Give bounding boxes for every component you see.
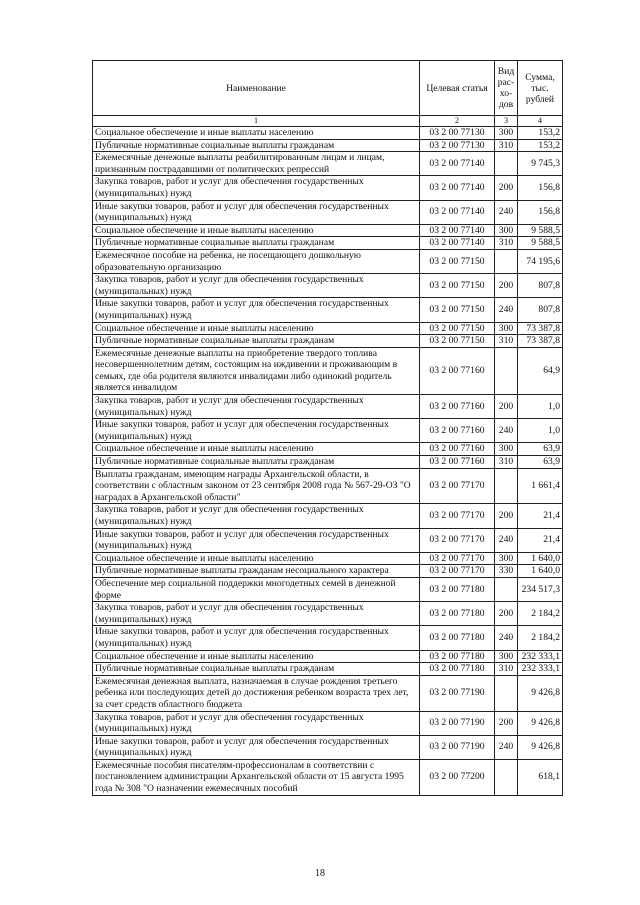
row-sum-cell: 21,4	[518, 504, 563, 528]
row-target-article-cell: 03 2 00 77180	[420, 602, 495, 626]
column-number: 1	[93, 116, 420, 127]
row-target-article-cell: 03 2 00 77170	[420, 565, 495, 578]
table-row	[93, 528, 563, 552]
row-expense-type-cell	[495, 675, 518, 711]
column-number: 2	[420, 116, 495, 127]
table-row	[93, 468, 563, 504]
row-target-article-cell: 03 2 00 77150	[420, 274, 495, 298]
row-name-cell: Иные закупки товаров, работ и услуг для обеспечения государственных (муниципальных) нужд	[93, 528, 420, 552]
table-row	[93, 249, 563, 273]
row-name-cell: Иные закупки товаров, работ и услуг для обеспечения государственных (муниципальных) нужд	[93, 626, 420, 650]
row-name-cell: Публичные нормативные социальные выплаты гражданам	[93, 663, 420, 676]
row-name-cell: Закупка товаров, работ и услуг для обеспечения государственных (муниципальных) нужд	[93, 395, 420, 419]
header-vid-line: рас-	[497, 77, 515, 88]
row-name-cell: Публичные нормативные социальные выплаты гражданам	[93, 237, 420, 250]
row-target-article-cell: 03 2 00 77160	[420, 347, 495, 394]
row-expense-type-cell	[495, 249, 518, 273]
table-row	[93, 139, 563, 152]
table-row	[93, 504, 563, 528]
table-row	[93, 552, 563, 565]
row-target-article-cell: 03 2 00 77150	[420, 322, 495, 335]
row-name-cell: Иные закупки товаров, работ и услуг для обеспечения государственных (муниципальных) нужд	[93, 419, 420, 443]
column-number: 4	[518, 116, 563, 127]
row-sum-cell: 9 588,5	[518, 224, 563, 237]
row-expense-type-cell: 310	[495, 456, 518, 469]
row-name-cell: Социальное обеспечение и иные выплаты населению	[93, 552, 420, 565]
row-sum-cell: 73 387,8	[518, 335, 563, 348]
table-row	[93, 335, 563, 348]
row-expense-type-cell: 200	[495, 602, 518, 626]
row-target-article-cell: 03 2 00 77180	[420, 577, 495, 601]
row-target-article-cell: 03 2 00 77140	[420, 176, 495, 200]
table-row	[93, 759, 563, 795]
row-expense-type-cell: 200	[495, 274, 518, 298]
table-row	[93, 298, 563, 322]
table-row	[93, 395, 563, 419]
row-sum-cell: 156,8	[518, 200, 563, 224]
row-name-cell: Публичные нормативные выплаты гражданам несоциального характера	[93, 565, 420, 578]
table-row	[93, 663, 563, 676]
row-expense-type-cell: 300	[495, 127, 518, 140]
row-expense-type-cell: 200	[495, 504, 518, 528]
row-sum-cell: 9 426,8	[518, 675, 563, 711]
row-name-cell: Закупка товаров, работ и услуг для обеспечения государственных (муниципальных) нужд	[93, 274, 420, 298]
row-target-article-cell: 03 2 00 77170	[420, 528, 495, 552]
row-target-article-cell: 03 2 00 77150	[420, 249, 495, 273]
row-name-cell: Ежемесячная денежная выплата, назначаемая в случае рождения третьего ребенка или последующих детей до достижения ребенком возраста трех лет, за счет средств областного бюджета	[93, 675, 420, 711]
row-expense-type-cell: 240	[495, 626, 518, 650]
table-row	[93, 200, 563, 224]
row-name-cell: Социальное обеспечение и иные выплаты населению	[93, 127, 420, 140]
row-sum-cell: 807,8	[518, 274, 563, 298]
row-name-cell: Публичные нормативные социальные выплаты гражданам	[93, 335, 420, 348]
header-vid-line: Вид	[497, 66, 515, 77]
row-target-article-cell: 03 2 00 77140	[420, 224, 495, 237]
row-expense-type-cell: 310	[495, 139, 518, 152]
header-expense-type	[495, 61, 518, 116]
row-expense-type-cell: 300	[495, 650, 518, 663]
row-expense-type-cell	[495, 577, 518, 601]
row-target-article-cell: 03 2 00 77180	[420, 650, 495, 663]
header-vid-line: хо-	[499, 88, 513, 99]
row-target-article-cell: 03 2 00 77180	[420, 663, 495, 676]
row-name-cell: Ежемесячные денежные выплаты реабилитированным лицам и лицам, признанным пострадавшими от политических репрессий	[93, 152, 420, 176]
table-row	[93, 419, 563, 443]
header-name: Наименование	[93, 61, 420, 116]
table-row	[93, 152, 563, 176]
row-sum-cell: 234 517,3	[518, 577, 563, 601]
table-row	[93, 443, 563, 456]
row-expense-type-cell	[495, 152, 518, 176]
row-name-cell: Иные закупки товаров, работ и услуг для обеспечения государственных (муниципальных) нужд	[93, 735, 420, 759]
row-expense-type-cell	[495, 347, 518, 394]
row-sum-cell: 9 426,8	[518, 735, 563, 759]
row-name-cell: Иные закупки товаров, работ и услуг для обеспечения государственных (муниципальных) нужд	[93, 298, 420, 322]
table-row	[93, 565, 563, 578]
row-expense-type-cell: 240	[495, 200, 518, 224]
header-target-article	[420, 61, 495, 116]
header-sum-line: тыс. рублей	[525, 82, 555, 105]
row-name-cell: Обеспечение мер социальной поддержки многодетных семей в денежной форме	[93, 577, 420, 601]
row-sum-cell: 1,0	[518, 419, 563, 443]
row-sum-cell: 232 333,1	[518, 650, 563, 663]
table-row	[93, 176, 563, 200]
row-name-cell: Социальное обеспечение и иные выплаты населению	[93, 443, 420, 456]
table-row	[93, 675, 563, 711]
row-name-cell: Ежемесячные денежные выплаты на приобретение твердого топлива несовершеннолетним детям, состоящим на иждивении и проживающим в семьях, где оба родителя являются инвалидами либо одинокий родитель является инвалидом	[93, 347, 420, 394]
row-target-article-cell: 03 2 00 77170	[420, 504, 495, 528]
row-expense-type-cell: 240	[495, 298, 518, 322]
row-expense-type-cell	[495, 468, 518, 504]
row-sum-cell: 64,9	[518, 347, 563, 394]
column-number: 3	[495, 116, 518, 127]
row-target-article-cell: 03 2 00 77160	[420, 395, 495, 419]
table-row	[93, 577, 563, 601]
budget-table-page	[92, 60, 562, 796]
row-sum-cell: 153,2	[518, 139, 563, 152]
row-name-cell: Закупка товаров, работ и услуг для обеспечения государственных (муниципальных) нужд	[93, 711, 420, 735]
row-target-article-cell: 03 2 00 77160	[420, 456, 495, 469]
row-sum-cell: 74 195,6	[518, 249, 563, 273]
row-name-cell: Иные закупки товаров, работ и услуг для обеспечения государственных (муниципальных) нужд	[93, 200, 420, 224]
table-row	[93, 711, 563, 735]
row-expense-type-cell: 310	[495, 237, 518, 250]
row-expense-type-cell	[495, 759, 518, 795]
row-expense-type-cell: 240	[495, 735, 518, 759]
row-sum-cell: 153,2	[518, 127, 563, 140]
row-expense-type-cell: 300	[495, 552, 518, 565]
table-row	[93, 274, 563, 298]
row-sum-cell: 1,0	[518, 395, 563, 419]
row-name-cell: Ежемесячные пособия писателям-профессионалам в соответствии с постановлением администрации Архангельской области от 15 августа 1995 года № 308 "О назначении ежемесячных пособий	[93, 759, 420, 795]
row-target-article-cell: 03 2 00 77200	[420, 759, 495, 795]
row-target-article-cell: 03 2 00 77160	[420, 443, 495, 456]
table-row	[93, 224, 563, 237]
row-expense-type-cell: 300	[495, 322, 518, 335]
row-expense-type-cell: 240	[495, 528, 518, 552]
row-name-cell: Социальное обеспечение и иные выплаты населению	[93, 224, 420, 237]
row-sum-cell: 9 588,5	[518, 237, 563, 250]
row-expense-type-cell: 310	[495, 663, 518, 676]
row-name-cell: Социальное обеспечение и иные выплаты населению	[93, 322, 420, 335]
table-row	[93, 602, 563, 626]
row-sum-cell: 232 333,1	[518, 663, 563, 676]
row-sum-cell: 21,4	[518, 528, 563, 552]
table-row	[93, 127, 563, 140]
row-target-article-cell: 03 2 00 77150	[420, 298, 495, 322]
row-target-article-cell: 03 2 00 77170	[420, 468, 495, 504]
row-expense-type-cell: 200	[495, 711, 518, 735]
row-target-article-cell: 03 2 00 77170	[420, 552, 495, 565]
row-name-cell: Закупка товаров, работ и услуг для обеспечения государственных (муниципальных) нужд	[93, 602, 420, 626]
row-target-article-cell: 03 2 00 77140	[420, 152, 495, 176]
row-expense-type-cell: 330	[495, 565, 518, 578]
row-expense-type-cell: 300	[495, 224, 518, 237]
row-expense-type-cell: 200	[495, 395, 518, 419]
column-number-row	[93, 116, 563, 127]
row-sum-cell: 1 640,0	[518, 552, 563, 565]
row-target-article-cell: 03 2 00 77190	[420, 735, 495, 759]
row-sum-cell: 9 426,8	[518, 711, 563, 735]
row-name-cell: Закупка товаров, работ и услуг для обеспечения государственных (муниципальных) нужд	[93, 504, 420, 528]
row-name-cell: Социальное обеспечение и иные выплаты населению	[93, 650, 420, 663]
row-target-article-cell: 03 2 00 77150	[420, 335, 495, 348]
row-target-article-cell: 03 2 00 77190	[420, 711, 495, 735]
table-row	[93, 347, 563, 394]
budget-table	[92, 60, 563, 796]
header-sum	[518, 61, 563, 116]
page-number: 18	[315, 868, 325, 879]
table-row	[93, 626, 563, 650]
row-target-article-cell: 03 2 00 77130	[420, 139, 495, 152]
table-row	[93, 322, 563, 335]
row-target-article-cell: 03 2 00 77160	[420, 419, 495, 443]
row-target-article-cell: 03 2 00 77140	[420, 237, 495, 250]
row-target-article-cell: 03 2 00 77140	[420, 200, 495, 224]
table-row	[93, 456, 563, 469]
table-row	[93, 237, 563, 250]
row-sum-cell: 63,9	[518, 456, 563, 469]
row-sum-cell: 807,8	[518, 298, 563, 322]
row-sum-cell: 156,8	[518, 176, 563, 200]
header-sum-line: Сумма,	[525, 71, 555, 83]
row-name-cell: Публичные нормативные социальные выплаты гражданам	[93, 139, 420, 152]
header-vid-line: дов	[498, 99, 514, 110]
row-sum-cell: 1 661,4	[518, 468, 563, 504]
row-sum-cell: 1 640,0	[518, 565, 563, 578]
row-name-cell: Закупка товаров, работ и услуг для обеспечения государственных (муниципальных) нужд	[93, 176, 420, 200]
row-expense-type-cell: 310	[495, 335, 518, 348]
row-sum-cell: 73 387,8	[518, 322, 563, 335]
row-sum-cell: 63,9	[518, 443, 563, 456]
row-expense-type-cell: 300	[495, 443, 518, 456]
row-target-article-cell: 03 2 00 77180	[420, 626, 495, 650]
row-name-cell: Ежемесячное пособие на ребенка, не посещающего дошкольную образовательную организацию	[93, 249, 420, 273]
table-row	[93, 735, 563, 759]
row-expense-type-cell: 200	[495, 176, 518, 200]
header-target-article-text: Целевая статья	[426, 82, 488, 94]
row-target-article-cell: 03 2 00 77190	[420, 675, 495, 711]
row-sum-cell: 2 184,2	[518, 602, 563, 626]
row-sum-cell: 9 745,3	[518, 152, 563, 176]
row-name-cell: Публичные нормативные социальные выплаты гражданам	[93, 456, 420, 469]
row-sum-cell: 618,1	[518, 759, 563, 795]
row-target-article-cell: 03 2 00 77130	[420, 127, 495, 140]
row-sum-cell: 2 184,2	[518, 626, 563, 650]
table-row	[93, 650, 563, 663]
row-expense-type-cell: 240	[495, 419, 518, 443]
row-name-cell: Выплаты гражданам, имеющим награды Архангельской области, в соответствии с областным законом от 23 сентября 2008 года № 567-29-ОЗ "О наградах в Архангельской области"	[93, 468, 420, 504]
table-header-row	[93, 61, 563, 116]
